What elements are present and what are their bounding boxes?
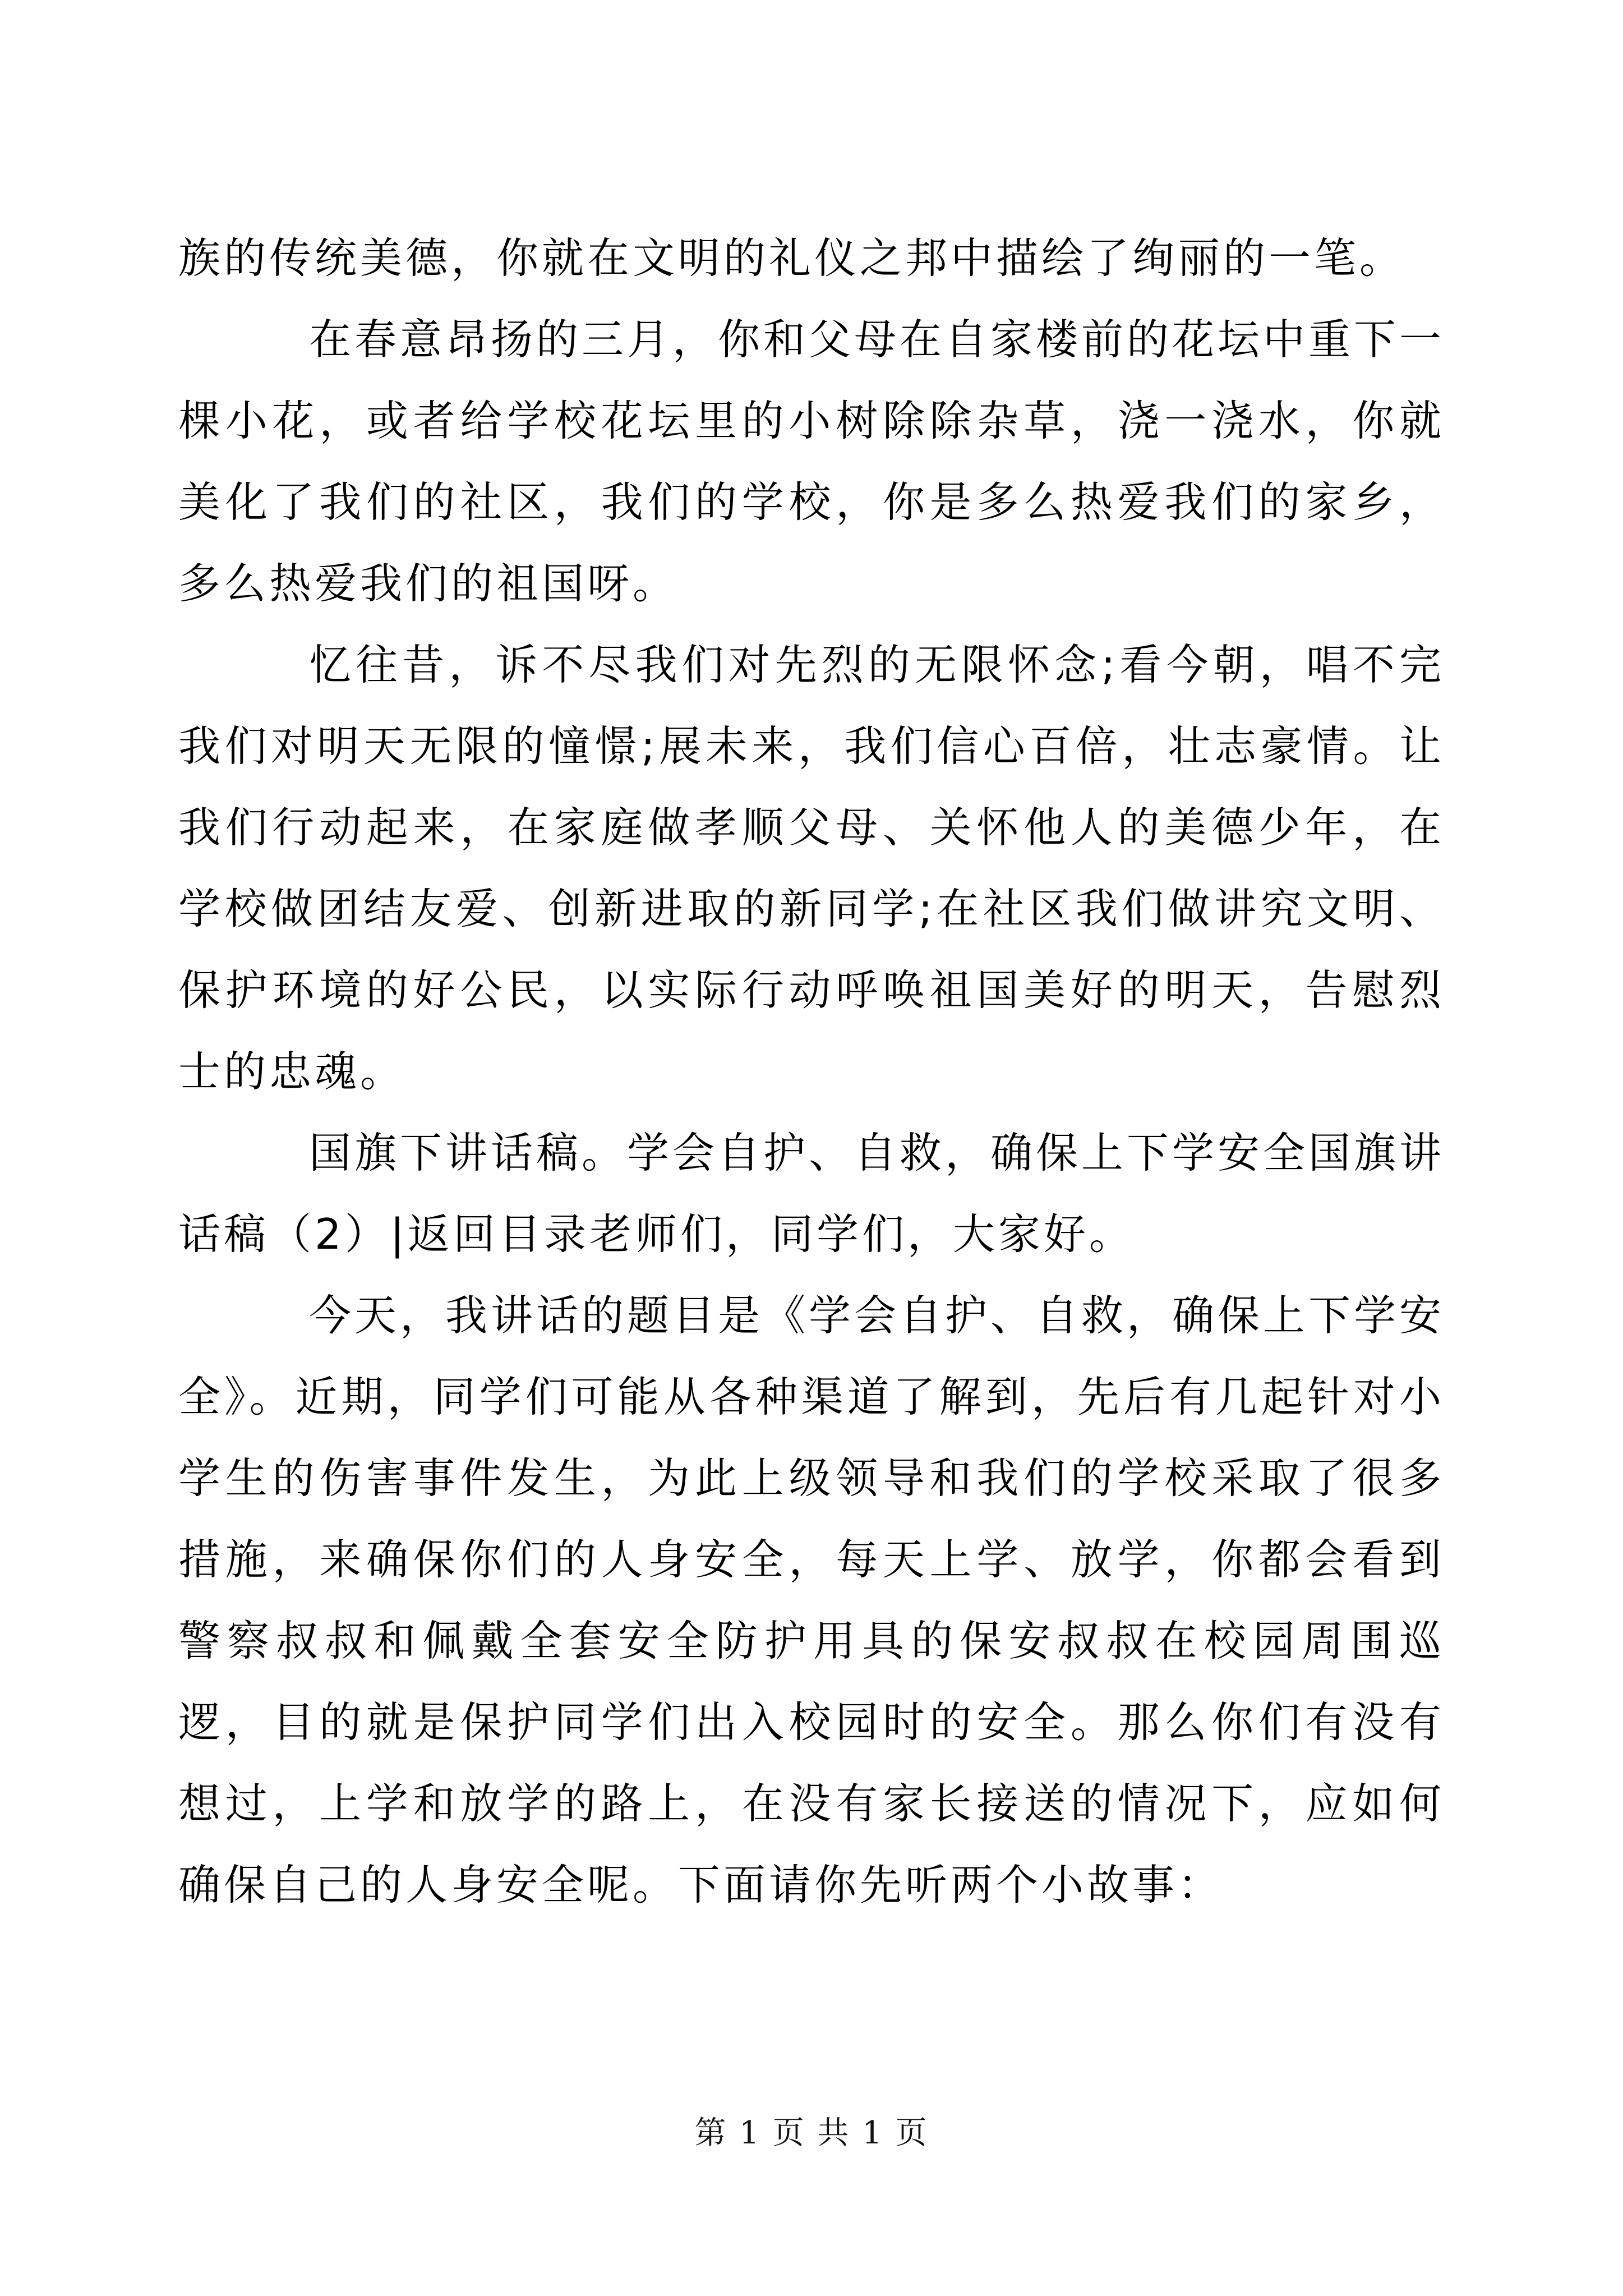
paragraph-2: 在春意昂扬的三月，你和父母在自家楼前的花坛中重下一棵小花，或者给学校花坛里的小树除除杂草，浇一浇水，你就美化了我们的社区，我们的学校，你是多么热爱我们的家乡，多么热爱我们的祖国呀。 <box>178 315 1445 608</box>
paragraph-5: 今天，我讲话的题目是《学会自护、自救，确保上下学安全》。近期，同学们可能从各种渠道了解到，先后有几起针对小学生的伤害事件发生，为此上级领导和我们的学校采取了很多措施，来确保你们的人身安全，每天上学、放学，你都会看到警察叔叔和佩戴全套安全防护用具的保安叔叔在校园周围巡逻，目的就是保护同学们出入校园时的安全。那么你们有没有想过，上学和放学的路上，在没有家长接送的情况下，应如何确保自己的人身安全呢。下面请你先听两个小故事： <box>178 1291 1445 1910</box>
document-body <box>178 218 1445 1926</box>
paragraph-4: 国旗下讲话稿。学会自护、自救，确保上下学安全国旗讲话稿（2）|返回目录老师们，同学们，大家好。 <box>178 1128 1445 1259</box>
paragraph-3: 忆往昔，诉不尽我们对先烈的无限怀念;看今朝，唱不完我们对明天无限的憧憬;展未来，我们信心百倍，壮志豪情。让我们行动起来，在家庭做孝顺父母、关怀他人的美德少年，在学校做团结友爱、创新进取的新同学;在社区我们做讲究文明、保护环境的好公民，以实际行动呼唤祖国美好的明天，告慰烈士的忠魂。 <box>178 640 1445 1096</box>
page-footer: 第 1 页 共 1 页 <box>694 2115 929 2151</box>
paragraph-1: 族的传统美德，你就在文明的礼仪之邦中描绘了绚丽的一笔。 <box>178 233 1405 283</box>
